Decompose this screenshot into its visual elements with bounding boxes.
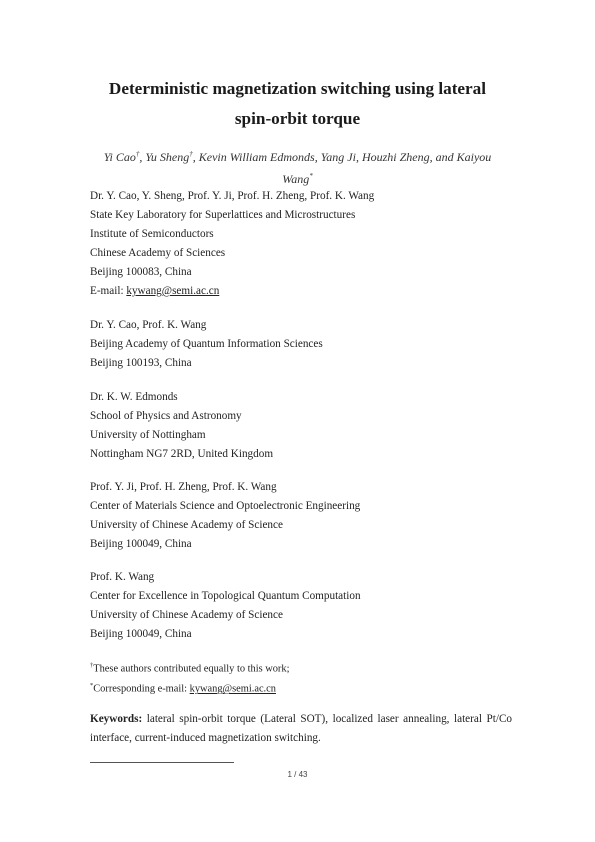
email-label: E-mail: <box>90 285 127 297</box>
note-text: Corresponding e-mail: <box>93 683 190 695</box>
author-name: Yu Sheng <box>145 150 190 164</box>
affiliation-line: Beijing 100083, China <box>90 266 192 278</box>
affiliation-block-3 <box>90 388 540 464</box>
affiliation-block-1 <box>90 187 540 301</box>
affiliation-line: Center of Materials Science and Optoelectronic Engineering <box>90 500 361 512</box>
affiliation-line: School of Physics and Astronomy <box>90 410 242 422</box>
affiliation-block-5 <box>90 568 540 644</box>
page-number: 1 / 43 <box>287 770 308 779</box>
email-line <box>90 282 540 301</box>
note-mark: * <box>90 682 94 690</box>
author-name: Wang <box>282 172 310 186</box>
affiliation-line: University of Chinese Academy of Science <box>90 609 283 621</box>
equal-contribution-mark: † <box>189 150 193 158</box>
affiliation-line: Beijing 100049, China <box>90 628 192 640</box>
affiliation-line: University of Chinese Academy of Science <box>90 519 283 531</box>
keywords-paragraph <box>90 710 512 748</box>
affiliation-line: University of Nottingham <box>90 429 206 441</box>
corresponding-email-link[interactable]: kywang@semi.ac.cn <box>189 683 276 695</box>
affiliation-line: Prof. Y. Ji, Prof. H. Zheng, Prof. K. Wang <box>90 481 277 493</box>
affiliation-line: Dr. K. W. Edmonds <box>90 391 178 403</box>
affiliation-line: Prof. K. Wang <box>90 571 155 583</box>
author-name: Yi Cao <box>103 150 136 164</box>
affiliation-line: Dr. Y. Cao, Y. Sheng, Prof. Y. Ji, Prof. H. Zheng, Prof. K. Wang <box>90 190 375 202</box>
affiliation-block-4 <box>90 478 540 554</box>
note-mark: † <box>90 662 94 669</box>
affiliation-line: Beijing 100193, China <box>90 357 192 369</box>
affiliation-line: Beijing 100049, China <box>90 538 192 550</box>
author-names-rest: , Kevin William Edmonds, Yang Ji, Houzhi Zheng, and Kaiyou <box>192 150 492 164</box>
affiliation-line: Center for Excellence in Topological Quantum Computation <box>90 590 361 602</box>
affiliation-line: Nottingham NG7 2RD, United Kingdom <box>90 448 274 460</box>
keywords-label: Keywords: <box>90 713 143 725</box>
paper-title-line-1: Deterministic magnetization switching using lateral <box>108 79 487 98</box>
note-text: These authors contributed equally to this work; <box>93 663 290 675</box>
keywords-text: lateral spin-orbit torque (Lateral SOT), localized laser annealing, lateral Pt/Co interface, current-induced magnetization switching. <box>90 713 512 744</box>
author-list <box>70 145 525 189</box>
footnote-rule <box>90 762 234 763</box>
affiliation-line: State Key Laboratory for Superlattices and Microstructures <box>90 209 356 221</box>
paper-title-line-2: spin-orbit torque <box>234 109 361 128</box>
affiliation-block-2 <box>90 316 540 373</box>
corresponding-email-note <box>90 677 540 697</box>
corresponding-author-mark: * <box>309 172 313 180</box>
equal-contribution-mark: † <box>135 150 140 158</box>
affiliation-line: Institute of Semiconductors <box>90 228 214 240</box>
affiliation-line: Beijing Academy of Quantum Information Sciences <box>90 338 323 350</box>
author-notes <box>90 657 540 698</box>
email-link[interactable]: kywang@semi.ac.cn <box>126 285 220 297</box>
author-separator: , <box>139 150 146 164</box>
affiliation-line: Dr. Y. Cao, Prof. K. Wang <box>90 319 207 331</box>
affiliation-line: Chinese Academy of Sciences <box>90 247 226 259</box>
equal-contribution-note <box>90 657 540 677</box>
